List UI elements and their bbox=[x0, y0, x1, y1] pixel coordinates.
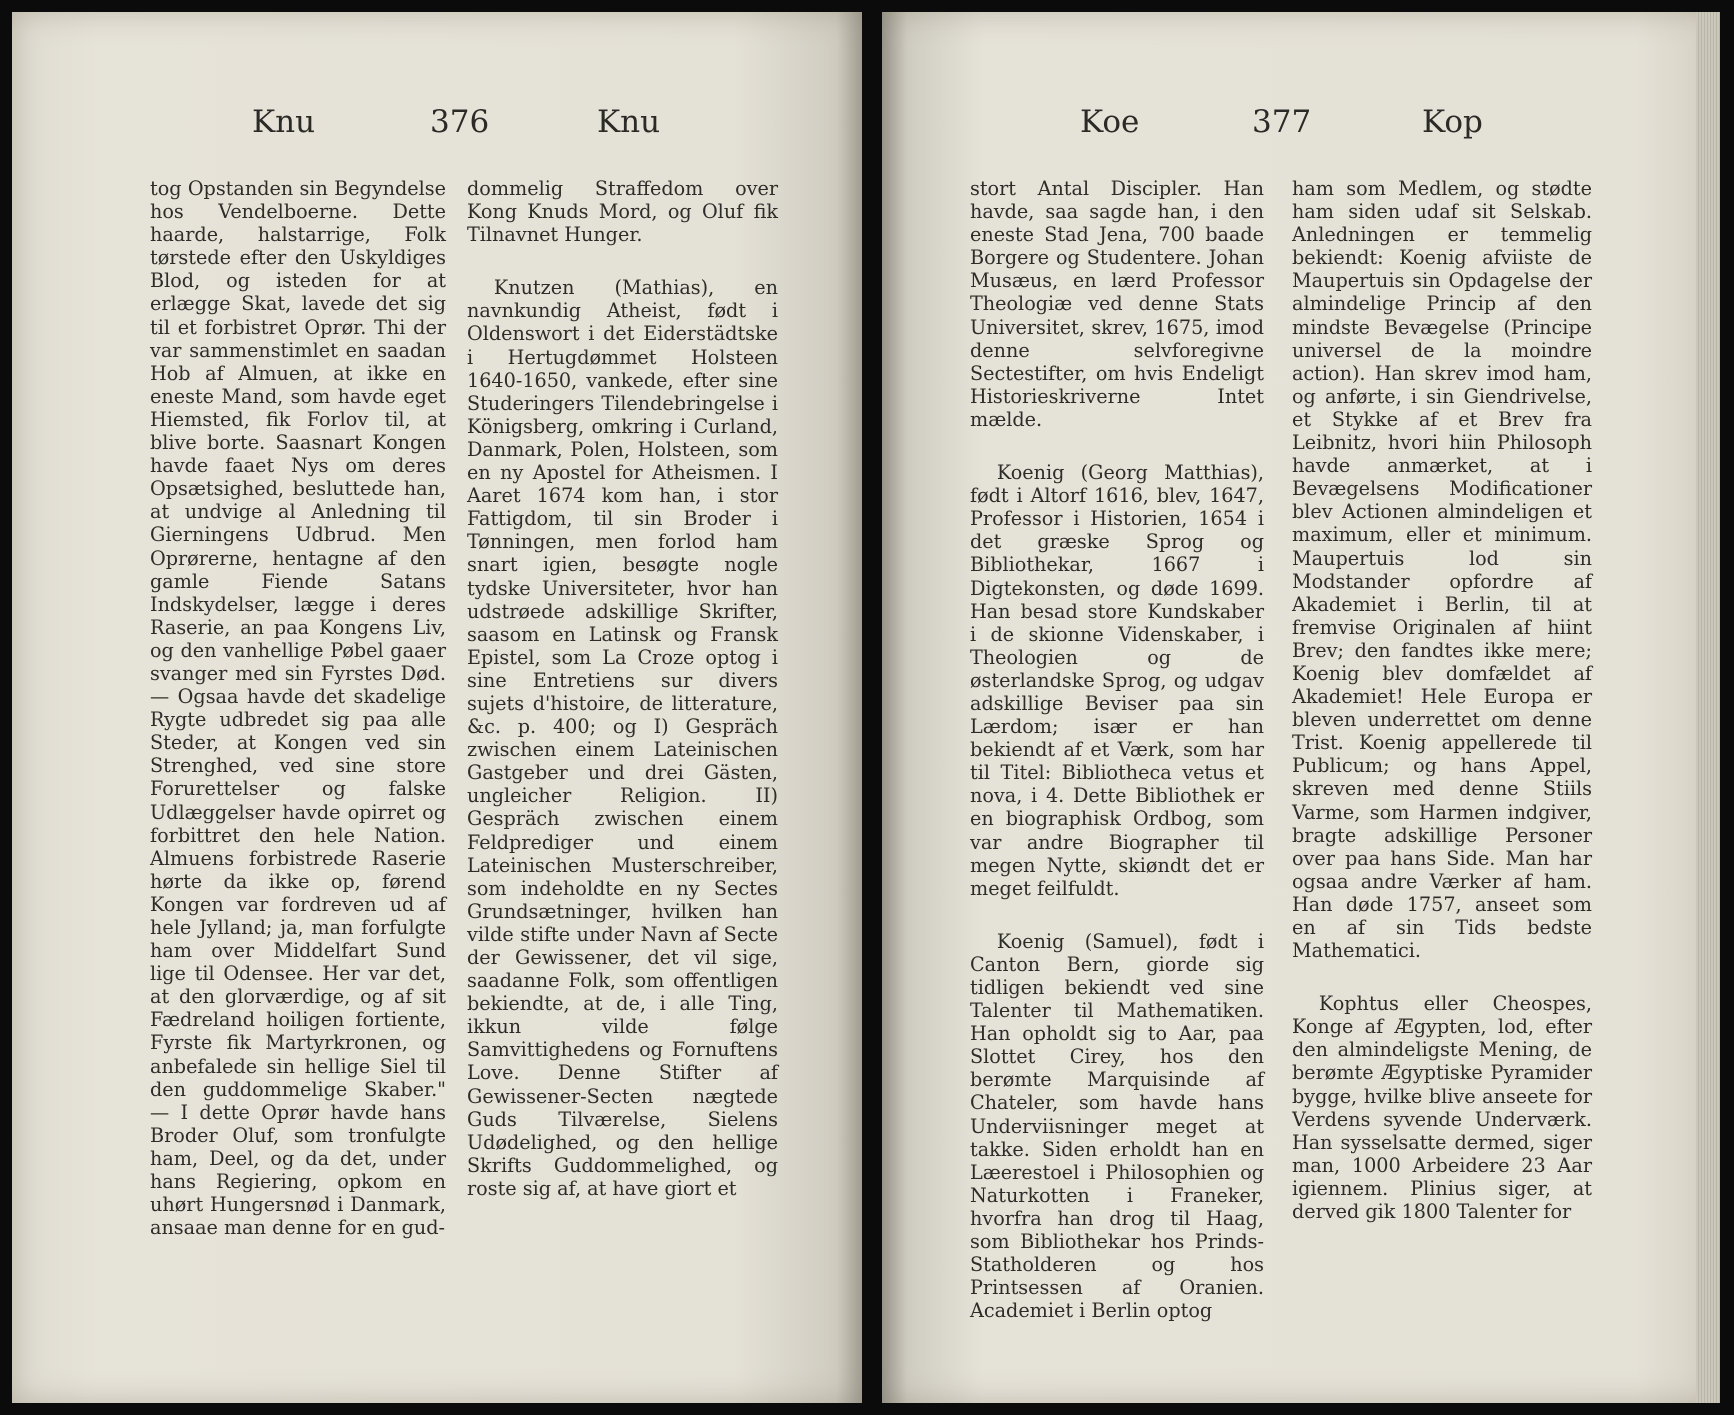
left-col1-text: tog Opstanden sin Begyndelse hos Vendelboerne. Dette haarde, halstarrige, Folk tørstede efter den Uskyldiges Blod, og isteden for at erlægge Skat, lavede det sig til et forbistret Oprør. Thi der var sammenstimlet en saadan Hob af Almuen, at ikke en eneste Mand, som havde eget Hiemsted, fik Forlov til, at blive borte. Saasnart Kongen havde faaet Nys om deres Opsætsighed, besluttede han, at undvige al Anledning til Gierningens Udbrud. Men Oprørerne, hentagne af den gamle Fiende Satans Indskydelser, lægge i deres Raserie, an paa Kongens Liv, og den vanhellige Pøbel gaaer svanger med sin Fyrstes Død. — Ogsaa havde det skadelige Rygte udbredet sig paa alle Steder, at Kongen ved sin Strenghed, ved sine store Forurettelser og falske Udlæggelser havde opirret og forbittret den hele Nation. Almuens forbistrede Raserie hørte da ikke op, førend Kongen var fordreven ud af hele Jylland; ja, man forfulgte ham over Middelfart Sund lige til Odensee. Her var det, at den glorværdige, og af sit Fædreland hoiligen fortiente, Fyrste fik Martyrkronen, og anbefalede sin hellige Siel til den guddommelige Skaber." — I dette Oprør havde hans Broder Oluf, som tronfulgte ham, Deel, og da det, under hans Regiering, opkom en uhørt Hungersnød i Danmark, ansaae man denne for en gud- bbox=[150, 177, 446, 1240]
entry-kophtus: Kophtus eller Cheospes, Konge af Ægypten, lod, efter den almindeligste Mening, de berømte Ægyptiske Pyramider bygge, hvilke blive anseete for Verdens syvende Underværk. Han sysselsatte dermed, siger man, 1000 Arbeidere 23 Aar igiennem. Plinius siger, at derved gik 1800 Talenter for bbox=[1292, 992, 1592, 1224]
right-page-number: 377 bbox=[1252, 104, 1312, 140]
entry-koenig-georg: Koenig (Georg Matthias), født i Altorf 1616, blev, 1647, Professor i Historien, 1654 i det græske Sprog og Bibliothekar, 1667 i Digtekonsten, og døde 1699. Han besad store Kundskaber i de skionne Videnskaber, i Theologien og de østerlandske Sprog, og udgav adskillige Beviser paa sin Lærdom; især er han bekiendt af et Værk, som har til Titel: Bibliotheca vetus et nova, i 4. Dette Bibliothek er en biographisk Ordbog, som var andre Biographer til megen Nytte, skiøndt det er meget feilfuldt. bbox=[970, 461, 1264, 900]
right-col1-continuation: stort Antal Discipler. Han havde, saa sagde han, i den eneste Stad Jena, 700 baade Borgere og Studentere. Johan Musæus, en lærd Professor Theologiæ ved denne Stats Universitet, skrev, 1675, imod denne selvforegivne Sectestifter, om hvis Endeligt Historieskriverne Intet mælde. bbox=[970, 177, 1264, 431]
entry-koenig-samuel: Koenig (Samuel), født i Canton Bern, giorde sig tidligen bekiendt ved sine Talenter til Mathematiken. Han opholdt sig to Aar, paa Slottet Cirey, hos den berømte Marquisinde af Chateler, som havde hans Underviisninger meget at takke. Siden erholdt han en Læerestoel i Philosophien og Naturkotten i Franeker, hvorfra han drog til Haag, som Bibliothekar hos Prinds-Statholderen og hos Printsessen af Oranien. Academiet i Berlin optog bbox=[970, 929, 1264, 1323]
right-header-word-right: Kop bbox=[1422, 104, 1483, 140]
entry-knutzen: Knutzen (Mathias), en navnkundig Atheist, født i Oldenswort i det Eiderstädtske i Hertugdømmet Holsteen 1640-1650, vankede, efter sine Studeringers Tilendebringelse i Königsberg, omkring i Curland, Danmark, Polen, Holsteen, som en ny Apostel for Atheismen. I Aaret 1674 kom han, i stor Fattigdom, til sin Broder i Tønningen, men forlod ham snart igien, besøgte nogle tydske Universiteter, hvor han udstrøede adskillige Skrifter, saasom en Latinsk og Fransk Epistel, som La Croze optog i sine Entretiens sur divers sujets d'histoire, de litterature, &c. p. 400; og I) Gespräch zwischen einem Lateinischen Gastgeber und drei Gästen, ungleicher Religion. II) Gespräch zwischen einem Feldprediger und einem Lateinischen Musterschreiber, som indeholdte en ny Sectes Grundsætninger, hvilken han vilde stifte under Navn af Secte der Gewissener, det vil sige, saadanne Folk, som offentligen bekiendte, at de, i alle Ting, ikkun vilde følge Samvittighedens og Fornuftens Love. Denne Stifter af Gewissener-Secten nægtede Guds Tilværelse, Sielens Udødelighed, og den hellige Skrifts Guddommelighed, og roste sig af, at have giort et bbox=[467, 276, 778, 1200]
right-col2-continuation: ham som Medlem, og stødte ham siden udaf sit Selskab. Anledningen er temmelig bekiendt: Koenig afviiste de Maupertuis sin Opdagelse der almindelige Princip af den mindste Bevægelse (Principe universel de la moindre action). Han skrev imod ham, og anførte, i sin Giendrivelse, et Stykke af et Brev fra Leibnitz, hvori hiin Philosoph havde anmærket, at i Bevægelsens Modificationer blev Actionen almindeligen et maximum, eller et minimum. Maupertuis lod sin Modstander opfordre af Akademiet i Berlin, til at fremvise Originalen af hiint Brev; den fandtes ikke mere; Koenig blev domfældet af Akademiet! Hele Europa er bleven underrettet om denne Trist. Koenig appellerede til Publicum; og hans Appel, skreven med denne Stiils Varme, som Harmen indgiver, bragte adskillige Personer over paa hans Side. Man har ogsaa andre Værker af ham. Han døde 1757, anseet som en af sin Tids bedste Mathematici. bbox=[1292, 177, 1592, 963]
left-col2-continuation: dommelig Straffedom over Kong Knuds Mord, og Oluf fik Tilnavnet Hunger. bbox=[467, 177, 778, 247]
right-column-2 bbox=[1292, 177, 1592, 1223]
right-page-header bbox=[882, 104, 1720, 164]
left-header-word-right: Knu bbox=[597, 104, 661, 140]
left-page-header bbox=[12, 104, 862, 164]
right-column-1 bbox=[970, 177, 1264, 1322]
left-header-word-left: Knu bbox=[252, 104, 316, 140]
left-page-number: 376 bbox=[430, 104, 490, 140]
left-column-2 bbox=[467, 177, 778, 1200]
left-column-1 bbox=[150, 177, 446, 1239]
right-page bbox=[882, 12, 1720, 1403]
right-header-word-left: Koe bbox=[1080, 104, 1140, 140]
left-page bbox=[12, 12, 862, 1403]
